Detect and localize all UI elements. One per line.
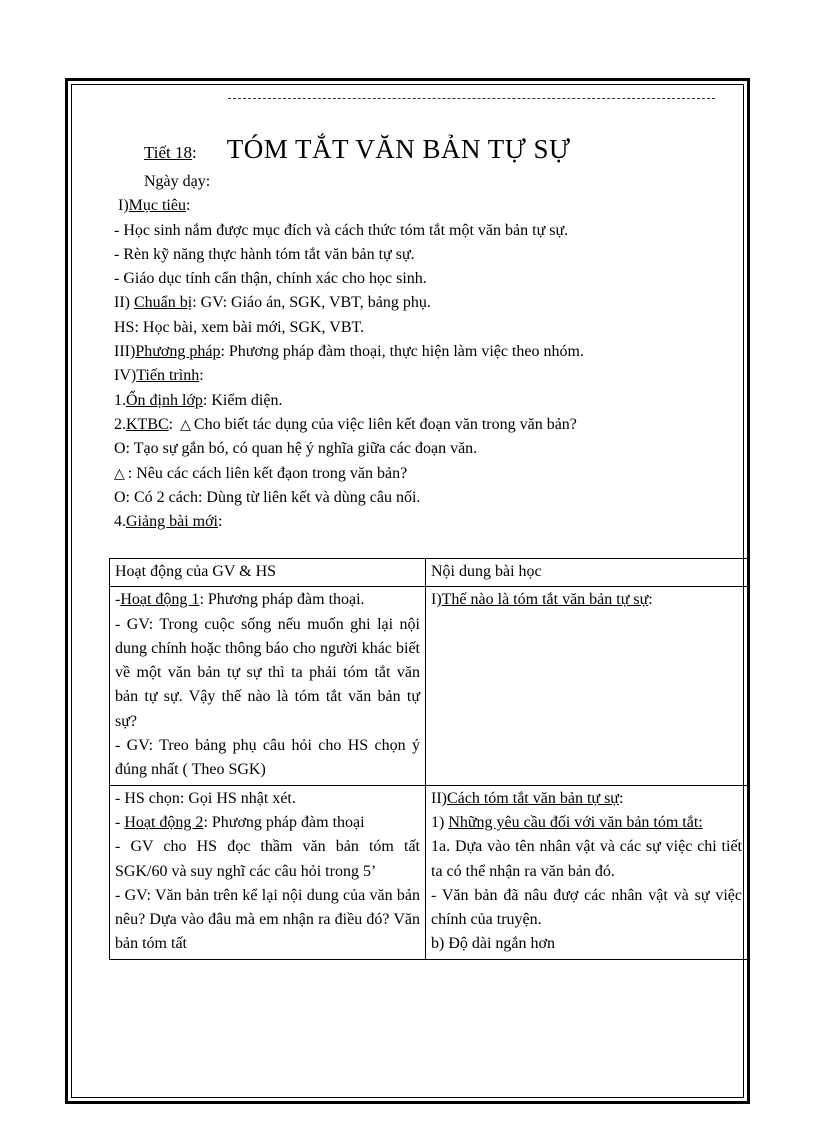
gv-question: - GV: Trong cuộc sống nếu muốn ghi lại nội dung chính hoặc thông báo cho người khác biết về một văn bản tự sự thì ta phải tóm tắt văn bản tự sự. Vậy thế nào là tóm tắt văn bản tự sự? xyxy=(115,615,420,730)
objective-item: - Học sinh nắm được mục đích và cách thức tóm tắt một văn bản tự sự. xyxy=(114,222,569,239)
section-heading: I)Thế nào là tóm tắt văn bản tự sự: xyxy=(431,591,653,609)
table-header-cell: Nội dung bài học xyxy=(426,559,748,587)
table-cell xyxy=(426,785,748,959)
gv-question: - GV: Văn bản trên kể lại nội dung của văn bản nêu? Dựa vào đâu mà em nhận ra điều đó? Văn bản tóm tất xyxy=(115,886,420,953)
table-cell xyxy=(110,785,426,959)
table-row xyxy=(110,587,748,785)
title-row: Tiết 18: TÓM TẮT VĂN BẢN TỰ SỰ xyxy=(144,134,571,164)
gv-instruction: - GV: Treo bảng phụ câu hỏi cho HS chọn ý đúng nhất ( Theo SGK) xyxy=(115,737,420,779)
date-line: Ngày dạy: xyxy=(144,173,211,190)
triangle-icon: △ xyxy=(114,467,125,482)
dashed-rule xyxy=(228,98,715,99)
preparation-line: II) Chuẩn bị: GV: Giáo án, SGK, VBT, bảng phụ. xyxy=(114,294,431,311)
answer-line: O: Có 2 cách: Dùng từ liên kết và dùng câu nối. xyxy=(114,489,421,506)
table-cell xyxy=(426,587,748,785)
answer-line: O: Tạo sự gắn bó, có quan hệ ý nghĩa giữa các đoạn văn. xyxy=(114,440,478,457)
table-header-cell: Hoạt động của GV & HS xyxy=(110,559,426,587)
lesson-number: Tiết 18 xyxy=(144,143,193,162)
content-paragraph: b) Độ dài ngắn hơn xyxy=(431,935,555,953)
process-heading: IV)Tiến trình: xyxy=(114,367,204,384)
objective-item: - Rèn kỹ năng thực hành tóm tắt văn bản tự sự. xyxy=(114,246,415,263)
content-paragraph: - Văn bản đã nâu đượ các nhân vật và sự việc chính của truyện. xyxy=(431,886,742,929)
objective-item: - Giáo dục tính cẩn thận, chính xác cho học sinh. xyxy=(114,270,427,287)
step-1-line: 1.Ổn định lớp: Kiểm diện. xyxy=(114,392,283,409)
triangle-icon: △ xyxy=(180,418,191,433)
method-line: III)Phương pháp: Phương pháp đàm thoại, thực hiện làm việc theo nhóm. xyxy=(114,343,584,360)
hs-choice: - HS chọn: Gọi HS nhật xét. xyxy=(115,789,296,807)
objectives-heading: I)Mục tiêu: xyxy=(118,197,191,214)
gv-instruction: - GV cho HS đọc thầm văn bản tóm tất SGK/60 và suy nghĩ các câu hỏi trong 5’ xyxy=(115,838,420,880)
lesson-table xyxy=(109,558,748,960)
content-paragraph: 1a. Dựa vào tên nhân vật và các sự việc chi tiết ta có thể nhận ra văn bản đó. xyxy=(431,838,742,880)
section-heading: II)Cách tóm tắt văn bản tự sự: xyxy=(431,789,624,807)
table-row xyxy=(110,785,748,959)
subsection-heading: 1) Những yêu cầu đối với văn bản tóm tắt: xyxy=(431,813,703,831)
activity-1-line: -Hoạt động 1: Phương pháp đàm thoại. xyxy=(115,591,365,609)
page-title: TÓM TẮT VĂN BẢN TỰ SỰ xyxy=(226,134,571,164)
step-4-line: 4.Giảng bài mới: xyxy=(114,513,223,530)
preparation-hs-line: HS: Học bài, xem bài mới, SGK, VBT. xyxy=(114,319,365,336)
activity-2-line: - Hoạt động 2: Phương pháp đàm thoại xyxy=(115,813,365,831)
table-cell xyxy=(110,587,426,785)
question-line: △ : Nêu các cách liên kết đạon trong văn bản? xyxy=(114,464,407,485)
step-2-line: 2.KTBC: △ Cho biết tác dụng của việc liên kết đoạn văn trong văn bản? xyxy=(114,415,577,436)
table-header-row xyxy=(110,559,748,587)
